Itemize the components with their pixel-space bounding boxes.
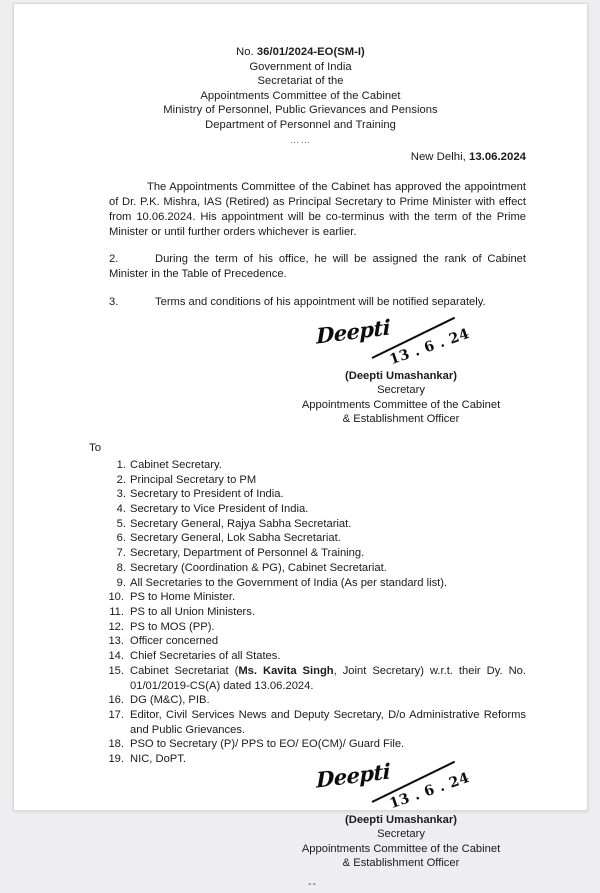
list-item: Cabinet Secretary. bbox=[130, 458, 222, 471]
list-item: Secretary General, Rajya Sabha Secretariat. bbox=[130, 517, 352, 530]
signature-scrawl: Deepti bbox=[316, 758, 391, 793]
list-item: Editor, Civil Services News and Deputy Secretary, D/o Administrative Reforms and Public Grievances. bbox=[130, 708, 526, 736]
signatory-designation: Secretary bbox=[377, 828, 425, 841]
list-item: Secretary, Department of Personnel & Training. bbox=[130, 547, 365, 560]
signatory-details bbox=[272, 369, 530, 427]
list-item: Chief Secretaries of all States. bbox=[130, 650, 281, 663]
header-secretariat: Secretariat of the bbox=[257, 75, 344, 88]
list-item: PS to Home Minister. bbox=[130, 591, 236, 604]
dateline-date: 13.06.2024 bbox=[468, 150, 526, 163]
signatory-details bbox=[272, 813, 530, 871]
signatory-body-2: & Establishment Officer bbox=[342, 412, 460, 425]
header-department: Department of Personnel and Training bbox=[205, 118, 396, 131]
list-item: DG (M&C), PIB. bbox=[130, 694, 210, 707]
header-government: Government of India bbox=[249, 60, 352, 73]
letter-body bbox=[14, 180, 587, 310]
signature-block-bottom bbox=[272, 758, 530, 871]
signatory-body-1: Appointments Committee of the Cabinet bbox=[301, 398, 501, 411]
signatory-name: (Deepti Umashankar) bbox=[345, 369, 457, 382]
paragraph-2 bbox=[109, 252, 526, 282]
reference-number: 36/01/2024-EO(SM-I) bbox=[256, 46, 365, 58]
header-ministry: Ministry of Personnel, Public Grievances and Pensions bbox=[163, 104, 438, 117]
dateline bbox=[14, 150, 587, 165]
reference-line bbox=[14, 45, 587, 60]
distribution-list bbox=[14, 458, 587, 767]
to-label: To bbox=[89, 442, 102, 455]
paragraph-3-number: 3. bbox=[109, 295, 119, 308]
signature-scrawl: Deepti bbox=[316, 314, 391, 349]
list-item: All Secretaries to the Government of India (As per standard list). bbox=[130, 576, 448, 589]
reference-prefix: No. bbox=[236, 46, 254, 58]
list-item: Secretary (Coordination & PG), Cabinet Secretariat. bbox=[130, 561, 387, 574]
list-item: Officer concerned bbox=[130, 635, 219, 648]
paragraph-3 bbox=[109, 295, 526, 310]
list-item: PS to MOS (PP). bbox=[130, 620, 215, 633]
handwritten-signature bbox=[272, 314, 530, 369]
list-item: Secretary to President of India. bbox=[130, 488, 284, 501]
list-item: Principal Secretary to PM bbox=[130, 473, 257, 486]
paragraph-2-text: During the term of his office, he will be assigned the rank of Cabinet Minister in the Table of Precedence. bbox=[109, 253, 526, 281]
signature-handwritten-date: 13 . 6 . 24 bbox=[387, 769, 472, 812]
paragraph-1: The Appointments Committee of the Cabinet has approved the appointment of Dr. P.K. Mishra, IAS (Retired) as Principal Secretary to Prime Minister with effect from 10.06.2024. His appointment will be co-terminus with the term of the Prime Minister or until further orders whichever is earlier. bbox=[109, 181, 526, 238]
paragraph-2-number: 2. bbox=[109, 253, 119, 266]
item15-officer-name: Ms. Kavita Singh bbox=[238, 664, 334, 677]
list-item-cabinet-secretariat bbox=[106, 664, 526, 693]
item15-text-after: , Joint Secretary) w.r.t. their Dy. No. 01/01/2019-CS(A) dated 13.06.2024. bbox=[130, 664, 526, 692]
paragraph-3-text: Terms and conditions of his appointment will be notified separately. bbox=[155, 295, 486, 308]
letterhead bbox=[14, 4, 587, 133]
list-item: Secretary General, Lok Sabha Secretariat. bbox=[130, 532, 341, 545]
signatory-designation: Secretary bbox=[377, 384, 425, 397]
signature-block-top bbox=[272, 314, 530, 427]
signatory-body-1: Appointments Committee of the Cabinet bbox=[301, 842, 501, 855]
item15-text-before: Cabinet Secretariat ( bbox=[130, 664, 239, 677]
footer-mark: -- bbox=[308, 879, 317, 891]
signature-handwritten-date: 13 . 6 . 24 bbox=[387, 325, 472, 368]
document-page bbox=[13, 3, 588, 891]
signatory-name: (Deepti Umashankar) bbox=[345, 813, 457, 826]
header-committee: Appointments Committee of the Cabinet bbox=[200, 89, 401, 102]
header-separator: …… bbox=[289, 134, 312, 146]
list-item: Secretary to Vice President of India. bbox=[130, 503, 309, 516]
signatory-body-2: & Establishment Officer bbox=[342, 856, 460, 869]
list-item: PSO to Secretary (P)/ PPS to EO/ EO(CM)/ Guard File. bbox=[130, 738, 405, 751]
list-item: NIC, DoPT. bbox=[130, 753, 186, 766]
handwritten-signature bbox=[272, 758, 530, 813]
list-item: PS to all Union Ministers. bbox=[130, 605, 255, 618]
dateline-place: New Delhi, bbox=[410, 150, 466, 163]
document-content bbox=[14, 4, 587, 891]
